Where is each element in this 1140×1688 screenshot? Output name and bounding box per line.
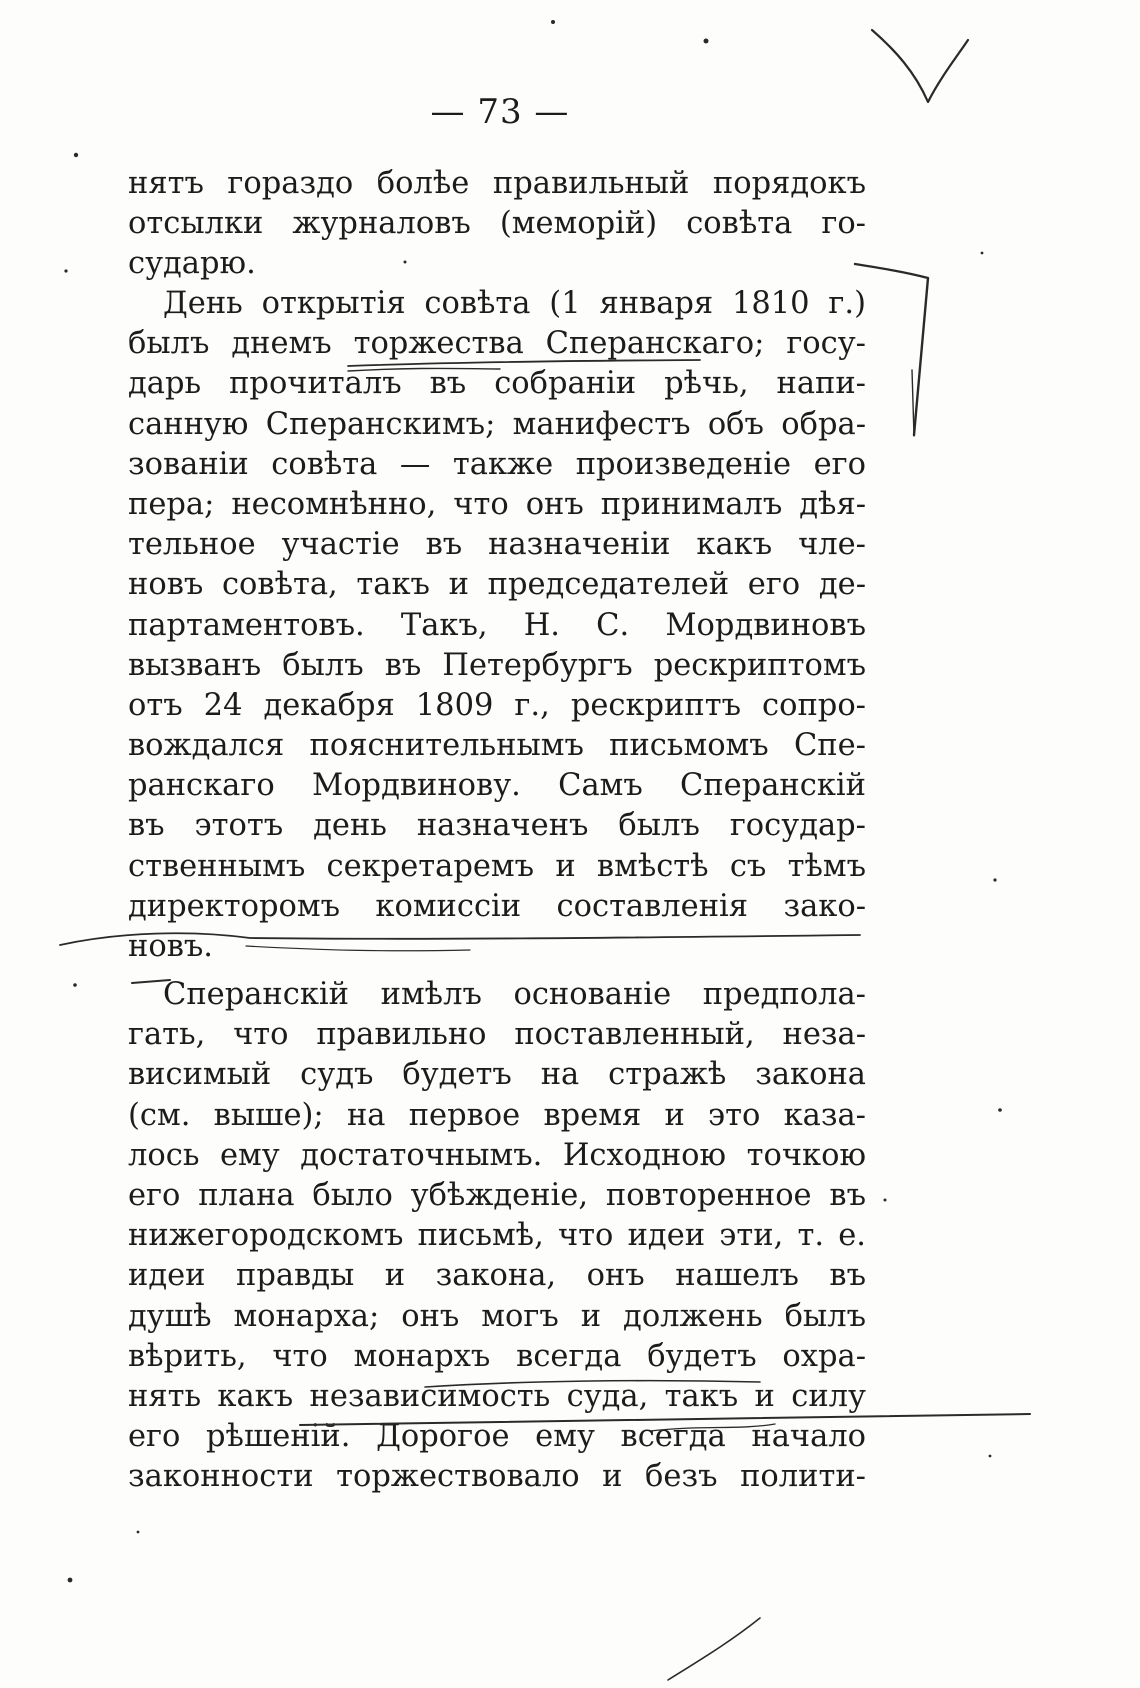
text-line: лось ему достаточнымъ. Исходною точкою bbox=[128, 1137, 866, 1173]
text-line: партаментовъ. Такъ, Н. С. Мордвиновъ bbox=[128, 607, 866, 643]
text-line: идеи правды и закона, онъ нашелъ въ bbox=[128, 1258, 866, 1294]
page-number: — 73 — bbox=[430, 92, 570, 132]
text-line: висимый судъ будетъ на стражѣ закона bbox=[128, 1057, 866, 1093]
margin-bracket-tick bbox=[912, 370, 914, 436]
text-line: директоромъ комиссіи составленія зако- bbox=[128, 888, 866, 924]
text-line: законности торжествовало и безъ полити- bbox=[128, 1459, 866, 1495]
scan-speck bbox=[137, 1531, 140, 1534]
text-line: его рѣшеній. Дорогое ему всегда начало bbox=[128, 1419, 866, 1455]
scan-speck bbox=[989, 1455, 992, 1458]
text-line: вождался пояснительнымъ письмомъ Спе- bbox=[128, 728, 866, 764]
text-line: санную Сперанскимъ; манифестъ объ обра- bbox=[128, 406, 866, 442]
paragraph-2 bbox=[128, 284, 866, 967]
text-line: зованіи совѣта — также произведеніе его bbox=[128, 446, 866, 482]
scan-speck bbox=[74, 153, 78, 157]
scan-speck bbox=[884, 1199, 887, 1202]
scan-speck bbox=[551, 20, 555, 24]
paragraph-3 bbox=[128, 975, 866, 1497]
text-line: тельное участіе въ назначеніи какъ чле- bbox=[128, 527, 866, 563]
scan-speck bbox=[64, 269, 67, 272]
text-line: День открытія совѣта (1 января 1810 г.) bbox=[163, 286, 866, 321]
text-line: гать, что правильно поставленный, неза- bbox=[128, 1017, 866, 1053]
text-line: нижегородскомъ письмѣ, что идеи эти, т. е. bbox=[128, 1218, 866, 1254]
text-line: въ этотъ день назначенъ былъ государ- bbox=[128, 808, 866, 844]
text-line: душѣ монарха; онъ могъ и должень былъ bbox=[128, 1298, 866, 1334]
text-line: пера; несомнѣнно, что онъ принималъ дѣя- bbox=[128, 486, 866, 522]
scan-speck bbox=[981, 252, 984, 255]
text-line: Сперанскій имѣлъ основаніе предпола- bbox=[163, 977, 866, 1012]
text-line: вѣрить, что монархъ всегда будетъ охра- bbox=[128, 1338, 866, 1374]
scan-speck bbox=[704, 39, 709, 44]
text-line: новъ совѣта, такъ и председателей его де- bbox=[128, 567, 866, 603]
text-line: отсылки журналовъ (меморій) совѣта го- bbox=[128, 206, 866, 242]
text-line: нять какъ независимость суда, такъ и силу bbox=[128, 1378, 866, 1414]
paragraph-1 bbox=[128, 164, 866, 285]
text-line: новъ. bbox=[128, 929, 213, 964]
text-line: (см. выше); на первое время и это каза- bbox=[128, 1097, 866, 1133]
bottom-stroke bbox=[668, 1618, 760, 1680]
scan-speck bbox=[993, 878, 996, 881]
text-line: дарь прочиталъ въ собраніи рѣчь, напи- bbox=[128, 366, 866, 402]
text-line: нятъ гораздо болѣе правильный порядокъ bbox=[128, 166, 866, 201]
text-line: сударю. bbox=[128, 246, 256, 282]
text-line: отъ 24 декабря 1809 г., рескриптъ сопро- bbox=[128, 687, 866, 723]
text-line: его плана было убѣжденіе, повторенное въ bbox=[128, 1177, 866, 1213]
scan-speck bbox=[68, 1578, 73, 1583]
text-line: вызванъ былъ въ Петербургъ рескриптомъ bbox=[128, 647, 866, 683]
text-line: ственнымъ секретаремъ и вмѣстѣ съ тѣмъ bbox=[128, 848, 866, 884]
text-line: ранскаго Мордвинову. Самъ Сперанскій bbox=[128, 768, 866, 804]
scan-speck bbox=[73, 983, 77, 987]
scan-speck bbox=[998, 1108, 1002, 1112]
text-line: былъ днемъ торжества Сперанскаго; госу- bbox=[128, 326, 866, 362]
